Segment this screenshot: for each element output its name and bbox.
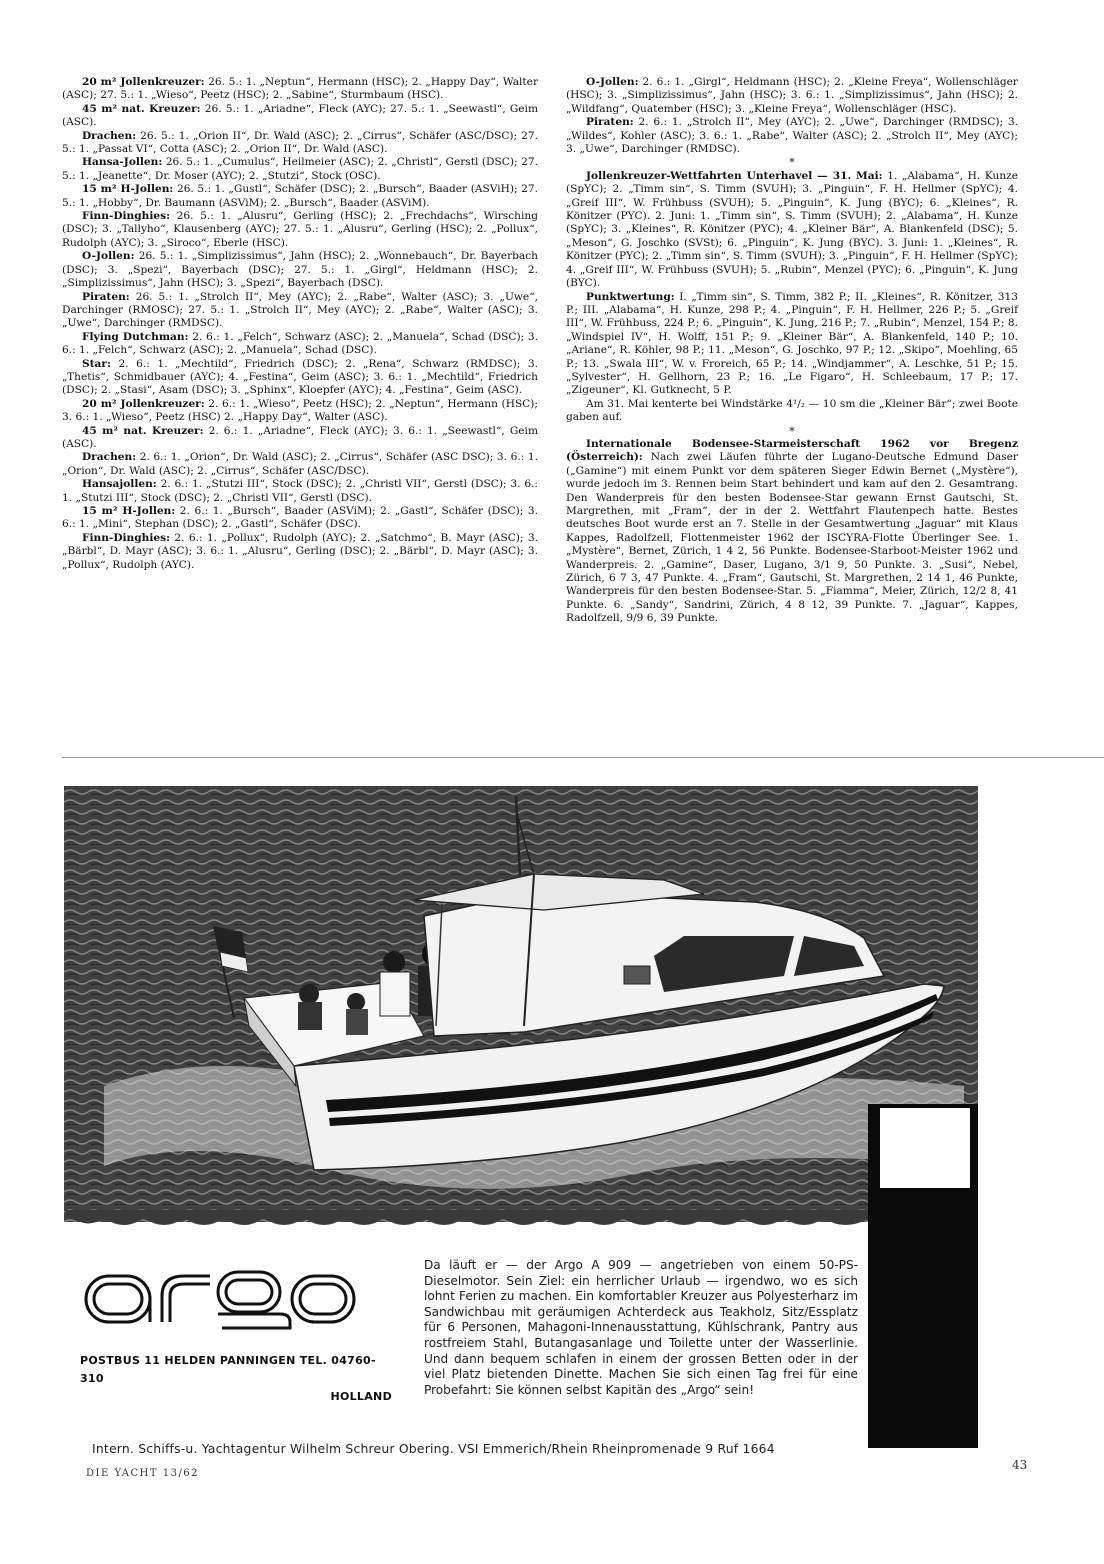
result-text: 26. 5.: 1. „Ariadne“, Fleck (AYC); 27. 5.: 1. „Seewastl“, Geim (ASC). xyxy=(62,102,538,129)
class-label: O-Jollen: xyxy=(586,76,639,88)
results-column-left xyxy=(62,76,538,572)
class-label: Punktwertung: xyxy=(586,290,675,303)
advertiser-address xyxy=(80,1352,392,1406)
result-paragraph xyxy=(62,183,538,210)
result-paragraph xyxy=(566,438,1018,626)
class-label: 20 m² Jollenkreuzer: xyxy=(82,76,205,88)
argo-a909-boat-photo xyxy=(64,786,978,1222)
class-label: Hansa-Jollen: xyxy=(82,156,163,169)
publication-footer: DIE YACHT 13/62 xyxy=(86,1468,200,1479)
result-text: 26. 5.: 1. „Gustl“, Schäfer (DSC); 2. „Bursch“, Baader (ASViH); 27. 5.: 1. „Hobby“, Dr. Baumann (ASViM); 2. „Bursch“, Baader (ASViM). xyxy=(62,183,539,209)
result-paragraph xyxy=(62,76,538,103)
result-text: 2. 6.: 1. „Stutzi III“, Stock (DSC); 2. „Christl VII“, Gerstl (DSC); 3. 6.: 1. „Stutzi III“, Stock (DSC); 2. „Christl VII“, Gerstl (DSC). xyxy=(62,478,538,504)
class-label: 45 m² nat. Kreuzer: xyxy=(82,102,201,115)
results-column-right xyxy=(566,76,1018,626)
class-label: Star: xyxy=(82,357,111,370)
class-label: Finn-Dinghies: xyxy=(82,531,171,544)
result-paragraph xyxy=(62,103,538,130)
class-label: Hansajollen: xyxy=(82,478,157,491)
result-paragraph xyxy=(62,250,538,290)
result-text: Nach zwei Läufen führte der Lugano-Deutsche Edmund Daser („Gamine“) mit einem Punkt vor dem späteren Sieger Edwin Bernet („Mystère“), wurde jedoch im 3. Rennen beim Start behindert und kam auf den 2. Gesamtrang. Den Wanderpreis für den besten Bodensee-Star gewann Ernst Gautschi, St. Margrethen, mit „Fram“, der in der 2. Wettfahrt Flautenpech hatte. Bestes deutsches Boot wurde erst an 7. Stelle in der Gesamtwertung „Jaguar“ mit Klaus Kappes, Radolfzell, Flottenmeister 1962 der ISCYRA-Flotte Überlinger See. 1. „Mystère“, Bernet, Zürich, 1 4 2, 56 Punkte. Bodensee-Starboot-Meister 1962 und Wanderpreis. 2. „Gamine“, Daser, Lugano, 3/1 9, 50 Punkte. 3. „Susi“, Nebel, Zürich, 6 7 3, 47 Punkte. 4. „Fram“, Gautschi, St. Margrethen, 2 14 1, 46 Punkte, Wanderpreis für den besten Bodensee-Star. 5. „Fiamma“, Meier, Zürich, 12/2 8, 41 Punkte. 6. „Sandy“, Sandrini, Zürich, 4 8 12, 39 Punkte. 7. „Jaguar“, Kappes, Radolfzell, 9/9 6, 39 Punkte. xyxy=(566,451,1018,625)
argo-logo xyxy=(80,1262,360,1332)
result-paragraph xyxy=(566,291,1018,398)
ad-body-text: Da läuft er — der Argo A 909 — angetrieben von einem 50-PS-Dieselmotor. Sein Ziel: ein herrlicher Urlaub — irgendwo, wo es sich lohnt Ferien zu machen. Ein komfortabler Kreuzer aus Polyesterharz im Sandwichbau mit geräumigen Achterdeck aus Teakholz, Sitz/Essplatz für 6 Personen, Mahagoni-Innenausstattung, Kühlschrank, Pantry aus rostfreiem Stahl, Butangasanlage und Toilette unter der Wasserlinie. Und dann bequem schlafen in einem der grossen Betten oder in der viel Platz bietenden Dinette. Machen Sie sich einen Tag frei für eine Probefahrt: Sie können selbst Kapitän des „Argo“ sein! xyxy=(424,1258,858,1397)
address-line: POSTBUS 11 HELDEN PANNINGEN TEL. 04760-310 xyxy=(80,1354,376,1385)
scalloped-border xyxy=(64,1210,870,1232)
result-text: 2. 6.: 1. „Girgl“, Heldmann (HSC); 2. „Kleine Freya“, Wollenschläger (HSC); 3. „Simplizissimus“, Jahn (HSC); 3. 6.: 1. „Simplizissimus“, Jahn (HSC); 2. „Wildfang“, Quatember (HSC); 3. „Kleine Freya“, Wollenschläger (HSC). xyxy=(566,76,1018,115)
section-separator-star: * xyxy=(789,424,795,438)
result-paragraph xyxy=(62,156,538,183)
result-paragraph xyxy=(62,505,538,532)
class-label: 15 m² H-Jollen: xyxy=(82,183,174,196)
result-text: 26. 5.: 1. „Strolch II“, Mey (AYC); 2. „Rabe“, Walter (ASC); 3. „Uwe“, Darchinger (RMOSC); 27. 5.: 1. „Strolch II“, Mey (AYC); 2. „Rabe“, Walter (ASC); 3. „Uwe“, Darchinger (RMDSC). xyxy=(62,290,538,330)
result-paragraph xyxy=(62,291,538,331)
result-paragraph xyxy=(62,425,538,452)
result-paragraph xyxy=(62,130,538,157)
result-paragraph xyxy=(62,478,538,505)
class-label: Drachen: xyxy=(82,451,137,464)
class-label: Jollenkreuzer-Wettfahrten Unterhavel — 31. Mai: xyxy=(586,169,883,182)
page-number: 43 xyxy=(1012,1458,1028,1472)
section-separator-star: * xyxy=(789,156,795,170)
result-paragraph xyxy=(566,398,1018,425)
result-text: 2. 6.: 1. „Pollux“, Rudolph (AYC); 2. „Satchmo“, B. Mayr (ASC); 3. „Bärbl“, D. Mayr (ASC); 3. 6.: 1. „Alusru“, Gerling (DSC); 2. „Bärbl“, D. Mayr (ASC); 3. „Pollux“, Rudolph (AYC). xyxy=(62,531,538,571)
result-text: 2. 6.: 1. „Ariadne“, Fleck (AYC); 3. 6.: 1. „Seewastl“, Geim (ASC). xyxy=(62,424,538,450)
result-text: 2. 6.: 1. „Felch“, Schwarz (ASC); 2. „Manuela“, Schad (DSC); 3. 6.: 1. „Felch“, Schwarz (ASC); 2. „Manuela“, Schad (DSC). xyxy=(62,330,538,357)
result-text: 26. 5.: 1. „Orion II“, Dr. Wald (ASC); 2. „Cirrus“, Schäfer (ASC/DSC); 27. 5.: 1. „Passat VI“, Cotta (ASC); 2. „Orion II“, Dr. Wald (ASC). xyxy=(62,129,538,156)
class-label: Drachen: xyxy=(82,129,137,142)
result-paragraph xyxy=(566,116,1018,156)
result-text: 2. 6.: 1. „Bursch“, Baader (ASViM); 2. „Gastl“, Schäfer (DSC); 3. 6.: 1. „Mini“, Stephan (DSC); 2. „Gastl“, Schäfer (DSC). xyxy=(62,505,538,531)
result-paragraph xyxy=(566,170,1018,291)
result-paragraph xyxy=(62,398,538,425)
result-text: 2. 6.: 1. „Strolch II“, Mey (AYC); 2. „Uwe“, Darchinger (RMDSC); 3. „Wildes“, Kohler (ASC); 3. 6.: 1. „Rabe“, Walter (ASC); 2. „Strolch II“, Mey (AYC); 3. „Uwe“, Darchinger (RMDSC). xyxy=(566,116,1018,156)
page-divider-line xyxy=(62,757,1104,758)
result-text: 2. 6.: 1. „Orion“, Dr. Wald (ASC); 2. „Cirrus“, Schäfer (ASC DSC); 3. 6.: 1. „Orion“, Dr. Wald (ASC); 2. „Cirrus“, Schäfer (ASC/DSC). xyxy=(62,451,538,477)
class-label: 45 m² nat. Kreuzer: xyxy=(82,424,204,437)
address-country: HOLLAND xyxy=(330,1390,392,1403)
result-text: 1. „Alabama“, H. Kunze (SpYC); 2. „Timm sin“, S. Timm (SVUH); 3. „Pinguin“, F. H. Hellmer (SpYC); 4. „Greif III“, W. Frühbuss (SVUH); 5. „Pinguin“, K. Jung (BYC); 6. „Kleines“, R. Könitzer (PYC). 2. Juni: 1. „Timm sin“, S. Timm (SVUH); 2. „Alabama“, H. Kunze (SpYC); 3. „Kleines“, R. Könitzer (PYC); 4. „Kleiner Bär“, A. Blankenfeld (DSC); 5. „Meson“, G. Joschko (SVSt); 6. „Pinguin“, K. Jung (BYC). 3. Juni: 1. „Kleines“, R. Könitzer (PYC); 2. „Timm sin“, S. Timm (SVUH); 3. „Pinguin“, F. H. Hellmer (SpYC); 4. „Greif III“, W. Frühbuss (SVUH); 5. „Rubin“, Menzel (PYC); 6. „Pinguin“, K. Jung (BYC). xyxy=(566,169,1018,290)
result-paragraph xyxy=(566,76,1018,116)
result-text: 26. 5.: 1. „Simplizissimus“, Jahn (HSC); 2. „Wonnebauch“, Dr. Bayerbach (DSC); 3. „Spezi“, Bayerbach (DSC); 27. 5.: 1. „Girgl“, Heldmann (HSC); 2. „Simplizissimus“, Jahn (HSC); 3. „Spezi“, Bayerbach (DSC). xyxy=(62,250,538,290)
agent-line: Intern. Schiffs-u. Yachtagentur Wilhelm Schreur Obering. VSI Emmerich/Rhein Rheinpromenade 9 Ruf 1664 xyxy=(92,1441,775,1456)
class-label: Piraten: xyxy=(82,290,130,303)
class-label: 15 m² H-Jollen: xyxy=(82,505,176,517)
result-text: 2. 6.: 1. „Wieso“, Peetz (HSC); 2. „Neptun“, Hermann (HSC); 3. 6.: 1. „Wieso“, Peetz (HSC) 2. „Happy Day“, Walter (ASC). xyxy=(62,397,538,424)
result-paragraph xyxy=(62,210,538,250)
class-label: 20 m² Jollenkreuzer: xyxy=(82,397,205,410)
result-text: 26. 5.: 1. „Alusru“, Gerling (HSC); 2. „Frechdachs“, Wirsching (DSC); 3. „Tallyho“, Klausenberg (AYC); 27. 5.: 1. „Alusru“, Gerling (HSC); 2. „Pollux“, Rudolph (AYC); 3. „Siroco“, Eberle (HSC). xyxy=(62,210,538,249)
result-paragraph xyxy=(62,451,538,478)
class-label: Piraten: xyxy=(586,116,634,129)
class-label: Finn-Dinghies: xyxy=(82,210,171,223)
result-text: I. „Timm sin“, S. Timm, 382 P.; II. „Kleines“, R. Könitzer, 313 P.; III. „Alabama“, H. Kunze, 298 P.; 4. „Pinguin“, F. H. Hellmer, 226 P.; 5. „Greif III“, W. Frühbuss, 224 P.; 6. „Pinguin“, K. Jung, 216 P.; 7. „Rubin“, Menzel, 154 P.; 8. „Windspiel IV“, H. Wolff, 151 P.; 9. „Kleiner Bär“, A. Blankenfeld, 140 P.; 10. „Ariane“, R. Köhler, 98 P.; 11. „Meson“, G. Joschko, 97 P.; 12. „Skipo“, Moehling, 65 P.; 13. „Swala III“, W. v. Froreich, 65 P.; 14. „Windjammer“, A. Leschke, 51 P.; 15. „Sylvester“, H. Gellhorn, 23 P.; 16. „Le Figaro“, H. Schleebaum, 17 P.; 17. „Zigeuner“, Kl. Gutknecht, 5 P. xyxy=(566,290,1018,397)
result-text: 2. 6.: 1. „Mechtild“, Friedrich (DSC); 2. „Rena“, Schwarz (RMDSC); 3. „Thetis“, Schmidbauer (AYC); 4. „Festina“, Geim (ASC); 3. 6.: 1. „Mechtild“, Friedrich (DSC); 2. „Stasi“, Asam (DSC); 3. „Sphinx“, Kloepfer (AYC); 4. „Festina“, Geim (ASC). xyxy=(62,357,538,397)
result-paragraph xyxy=(62,532,538,572)
result-text: 26. 5.: 1. „Neptun“, Hermann (HSC); 2. „Happy Day“, Walter (ASC); 27. 5.: 1. „Wieso“, Peetz (HSC); 2. „Sabine“, Sturmbaum (HSC). xyxy=(62,76,539,102)
result-text: 26. 5.: 1. „Cumulus“, Heilmeier (ASC); 2. „Christl“, Gerstl (DSC); 27. 5.: 1. „Jeanette“, Dr. Moser (AYC); 2. „Stutzi“, Stock (OSC). xyxy=(62,156,538,182)
class-label: Flying Dutchman: xyxy=(82,330,189,343)
class-label: O-Jollen: xyxy=(82,250,135,263)
result-paragraph xyxy=(62,331,538,358)
result-paragraph xyxy=(62,358,538,398)
post-highlight xyxy=(880,1108,970,1188)
class-label: Internationale Bodensee-Starmeisterschaft 1962 vor Bregenz (Österreich): xyxy=(566,437,1018,464)
result-text: Am 31. Mai kenterte bei Windstärke 4¹/₂ — 10 sm die „Kleiner Bär“; zwei Boote gaben auf. xyxy=(566,397,1018,424)
